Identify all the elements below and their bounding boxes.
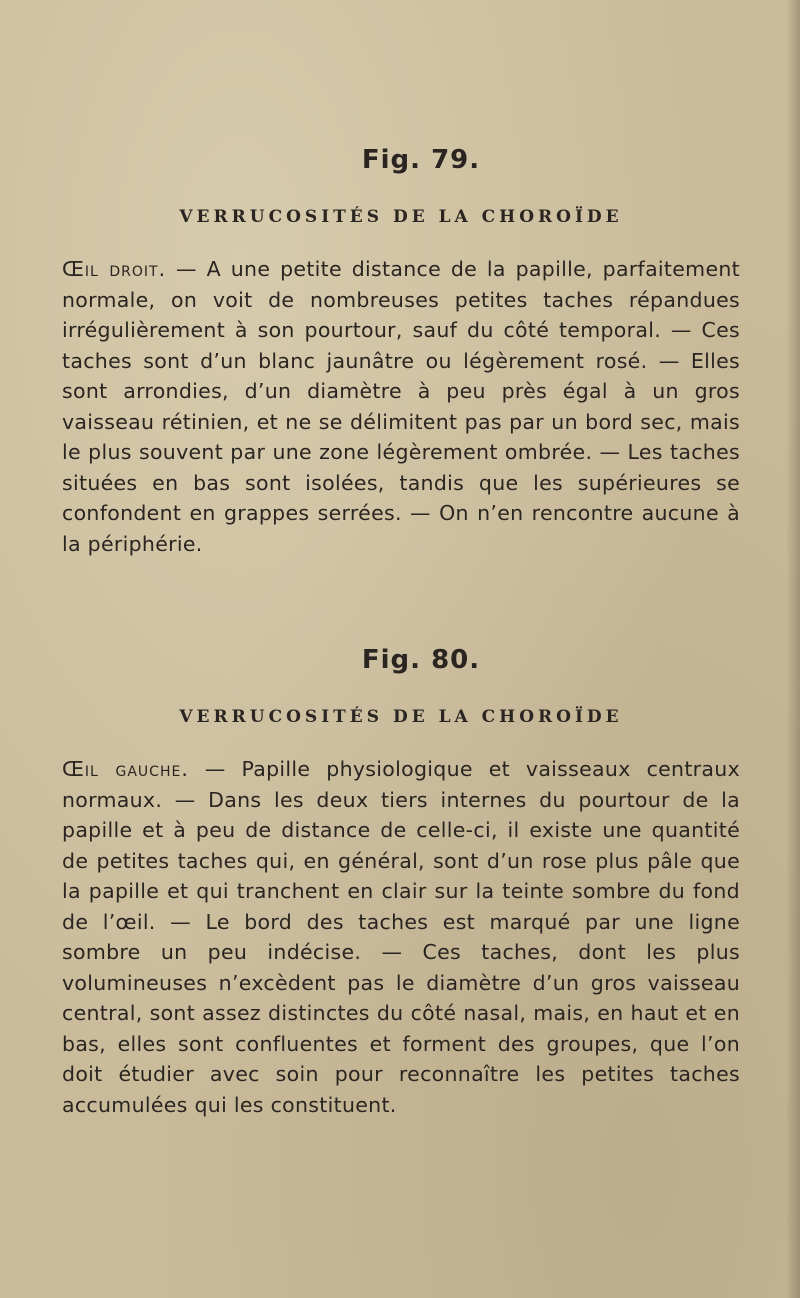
figure-79-subtitle: VERRUCOSITÉS DE LA CHOROÏDE [179, 207, 623, 227]
figure-79-label: Fig. 79. [361, 145, 481, 175]
figure-80-text: — Papille physiologique et vaisseaux centraux normaux. — Dans les deux tiers internes du pourtour de la papille et à peu de distance de celle-ci, il existe une quantité de petites taches qui, en général, sont d’un rose plus pâle que la papille et qui tranchent en clair sur la teinte sombre du fond de l’œil. — Le bord des taches est marqué par une ligne sombre un peu indécise. — Ces taches, dont les plus volumineuses n’excèdent pas le diamètre d’un gros vaisseau central, sont assez distinctes du côté nasal, mais, en haut et en bas, elles sont confluentes et forment des groupes, que l’on doit étudier avec soin pour reconnaître les petites taches accumulées qui les constituent. [62, 757, 741, 1117]
figure-80-subtitle: VERRUCOSITÉS DE LA CHOROÏDE [179, 707, 623, 727]
figure-79-lead: Œil droit. [62, 257, 167, 281]
figure-80-description [62, 754, 740, 1120]
page-edge-shadow [786, 0, 800, 1298]
figure-79-description [62, 254, 740, 559]
figure-79-text: — A une petite distance de la papille, parfaitement normale, on voit de nombreuses petites taches répandues irrégulièrement à son pourtour, sauf du côté temporal. — Ces taches sont d’un blanc jaunâtre ou légèrement rosé. — Elles sont arrondies, d’un diamètre à peu près égal à un gros vaisseau rétinien, et ne se délimitent pas par un bord sec, mais le plus souvent par une zone légèrement ombrée. — Les taches situées en bas sont isolées, tandis que les supérieures se confondent en grappes serrées. — On n’en rencontre aucune à la périphérie. [62, 257, 740, 556]
figure-80-section [62, 640, 740, 1120]
figure-80-lead: Œil gauche. [62, 757, 189, 781]
figure-79-section [62, 140, 740, 559]
figure-80-label: Fig. 80. [361, 645, 481, 675]
